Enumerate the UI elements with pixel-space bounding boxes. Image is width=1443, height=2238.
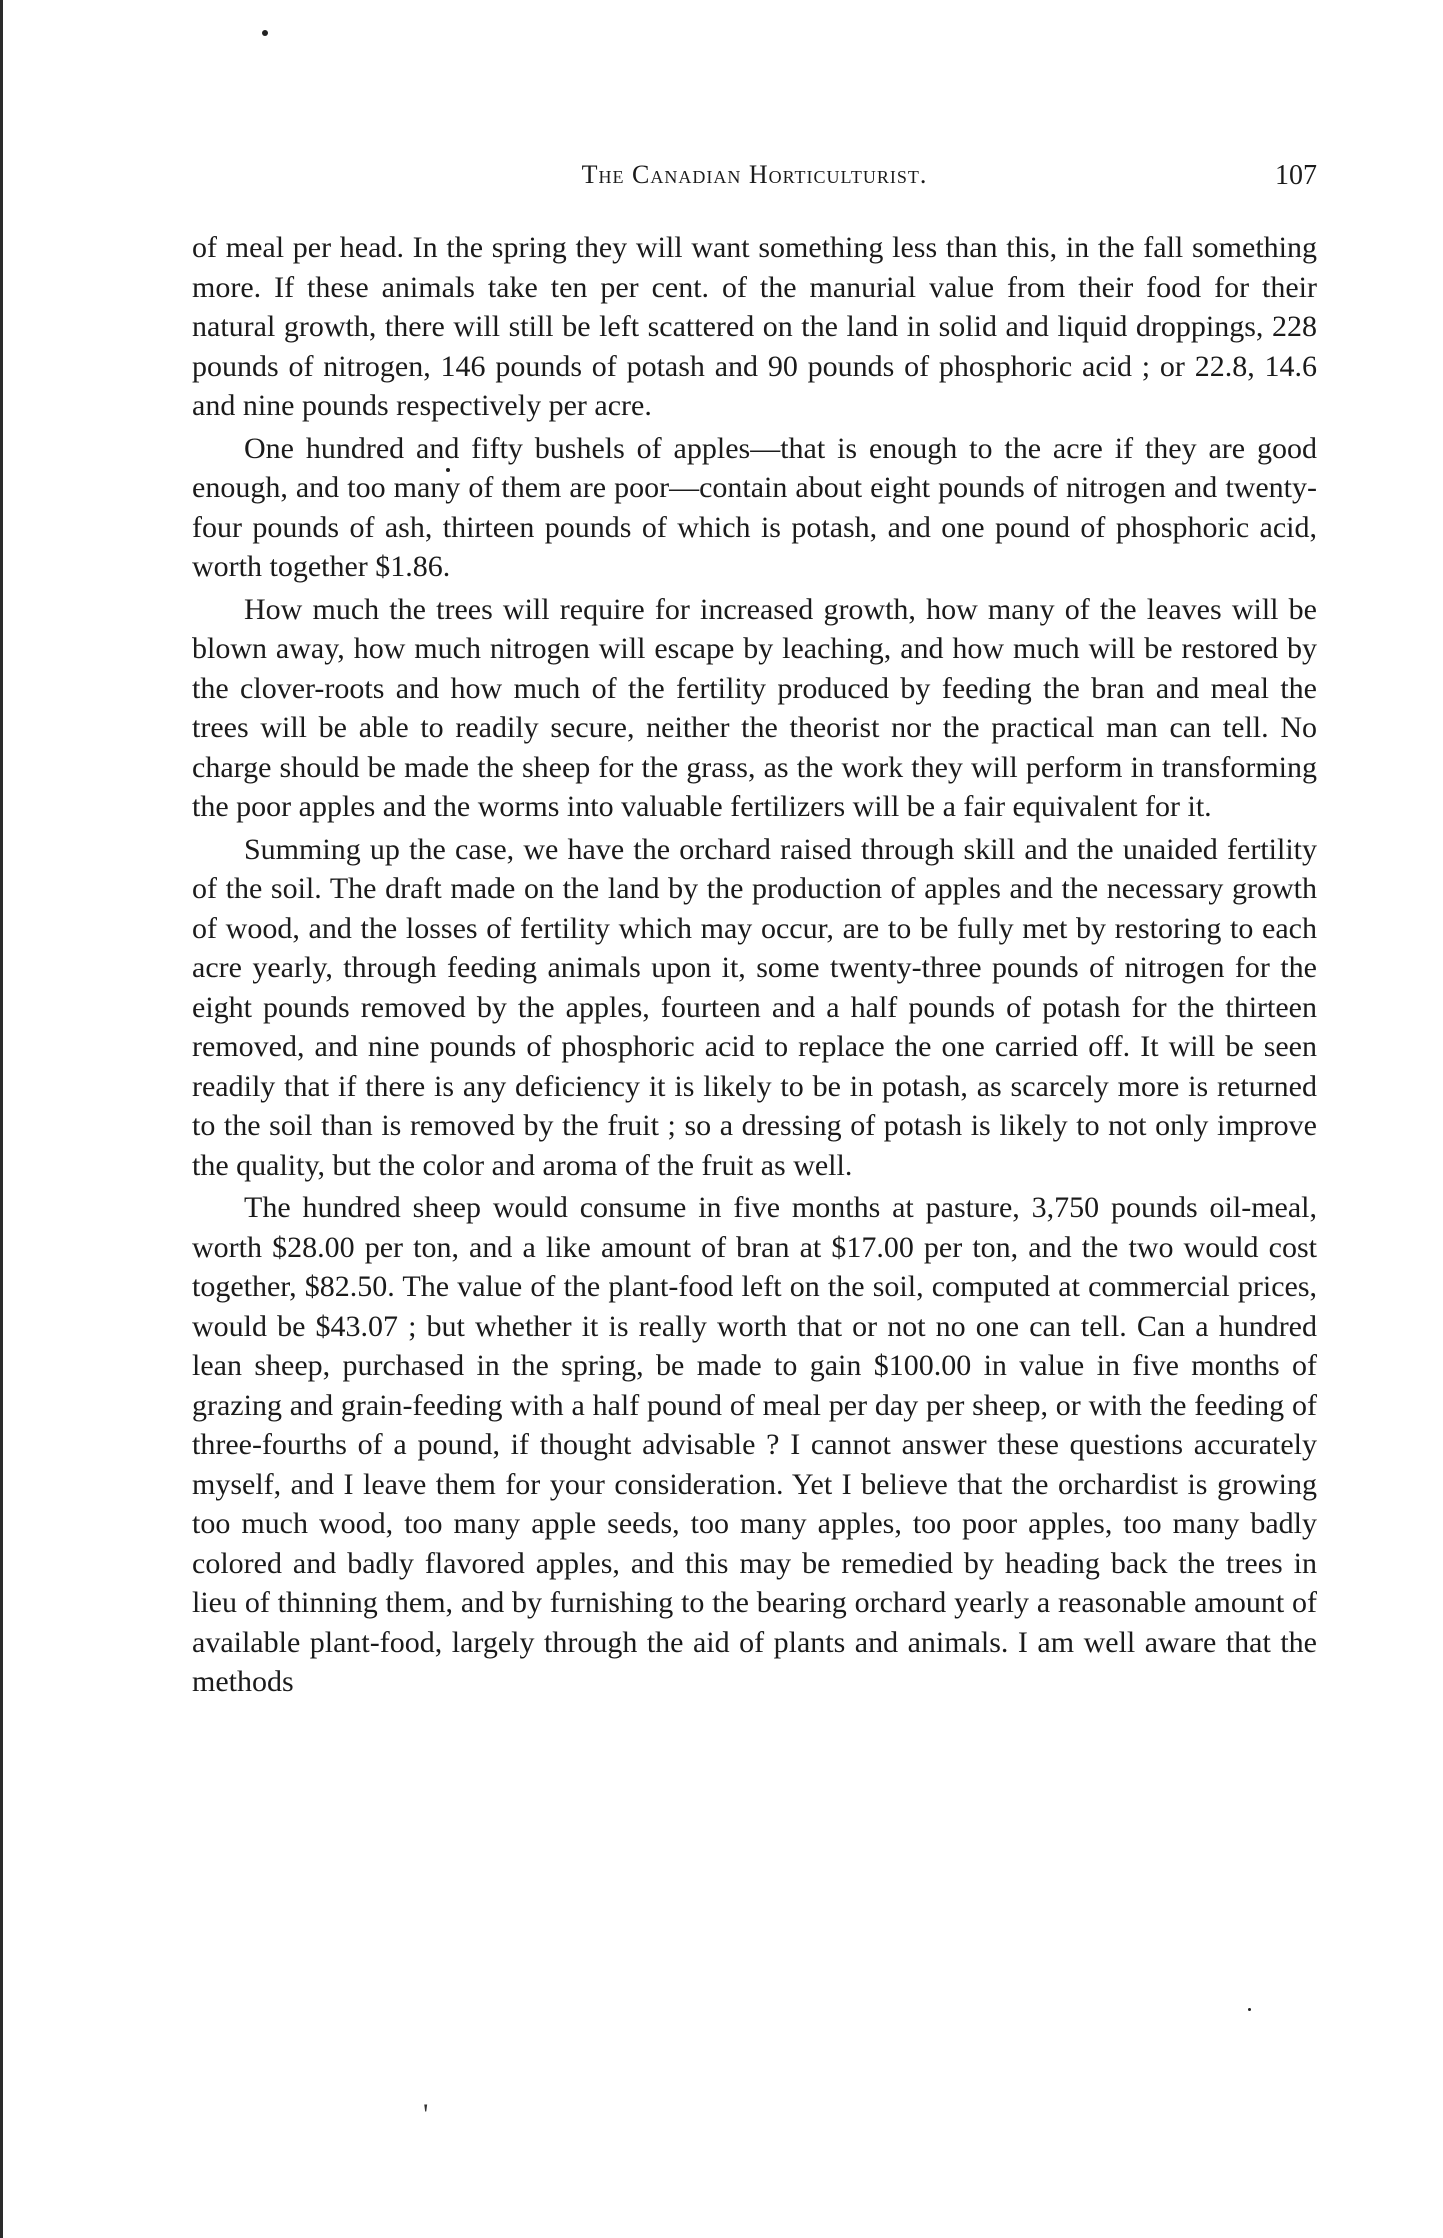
- paragraph-3: How much the trees will require for increased growth, how many of the leaves will be blown away, how much nitrogen will escape by leaching, and how much will be restored by the clover-roots and how much of the fertility produced by feeding the bran and meal the trees will be able to readily secure, neither the theorist nor the practical man can tell. No charge should be made the sheep for the grass, as the work they will perform in transforming the poor apples and the worms into valuable fertilizers will be a fair equivalent for it.: [192, 592, 1317, 823]
- ink-speck: [1248, 2008, 1251, 2011]
- page-number: 107: [1275, 160, 1317, 191]
- paragraph-1: of meal per head. In the spring they will want something less than this, in the fall something more. If these animals take ten per cent. of the manurial value from their food for their natural growth, there will still be left scattered on the land in solid and liquid droppings, 228 pounds of nitrogen, 146 pounds of potash and 90 pounds of phosphoric acid ; or 22.8, 14.6 and nine pounds respectively per acre.: [192, 231, 1317, 422]
- page-spine: [0, 0, 3, 2238]
- stray-mark: ': [423, 2098, 429, 2131]
- running-title: The Canadian Horticulturist.: [581, 160, 928, 189]
- paragraph-4: Summing up the case, we have the orchard raised through skill and the unaided fertility of the soil. The draft made on the land by the production of apples and the necessary growth of wood, and the losses of fertility which may occur, are to be fully met by restoring to each acre yearly, through feeding animals upon it, some twenty-three pounds of nitrogen for the eight pounds removed by the apples, fourteen and a half pounds of potash for the thirteen removed, and nine pounds of phosphoric acid to replace the one carried off. It will be seen readily that if there is any deficiency it is likely to be in potash, as scarcely more is returned to the soil than is removed by the fruit ; so a dressing of potash is likely to not only improve the quality, but the color and aroma of the fruit as well.: [192, 832, 1317, 1182]
- paragraph-5: The hundred sheep would consume in five months at pasture, 3,750 pounds oil-meal, worth $28.00 per ton, and a like amount of bran at $17.00 per ton, and the two would cost together, $82.50. The value of the plant-food left on the soil, computed at commercial prices, would be $43.07 ; but whether it is really worth that or not no one can tell. Can a hundred lean sheep, purchased in the spring, be made to gain $100.00 in value in five months of grazing and grain-feeding with a half pound of meal per day per sheep, or with the feeding of three-fourths of a pound, if thought advisable ? I cannot answer these questions accurately myself, and I leave them for your consideration. Yet I believe that the orchardist is growing too much wood, too many apple seeds, too many apples, too poor apples, too many badly colored and badly flavored apples, and this may be remedied by heading back the trees in lieu of thinning them, and by furnishing to the bearing orchard yearly a reasonable amount of available plant-food, largely through the aid of plants and animals. I am well aware that the methods: [192, 1191, 1317, 1698]
- page-header: [192, 160, 1317, 200]
- paragraph-2: One hundred and fifty bushels of apples—that is enough to the acre if they are good enough, and too many of them are poor—contain about eight pounds of nitrogen and twenty-four pounds of ash, thirteen pounds of which is potash, and one pound of phosphoric acid, worth together $1.86.: [192, 431, 1317, 583]
- body-text: [192, 228, 1317, 1705]
- ink-speck: [262, 30, 268, 36]
